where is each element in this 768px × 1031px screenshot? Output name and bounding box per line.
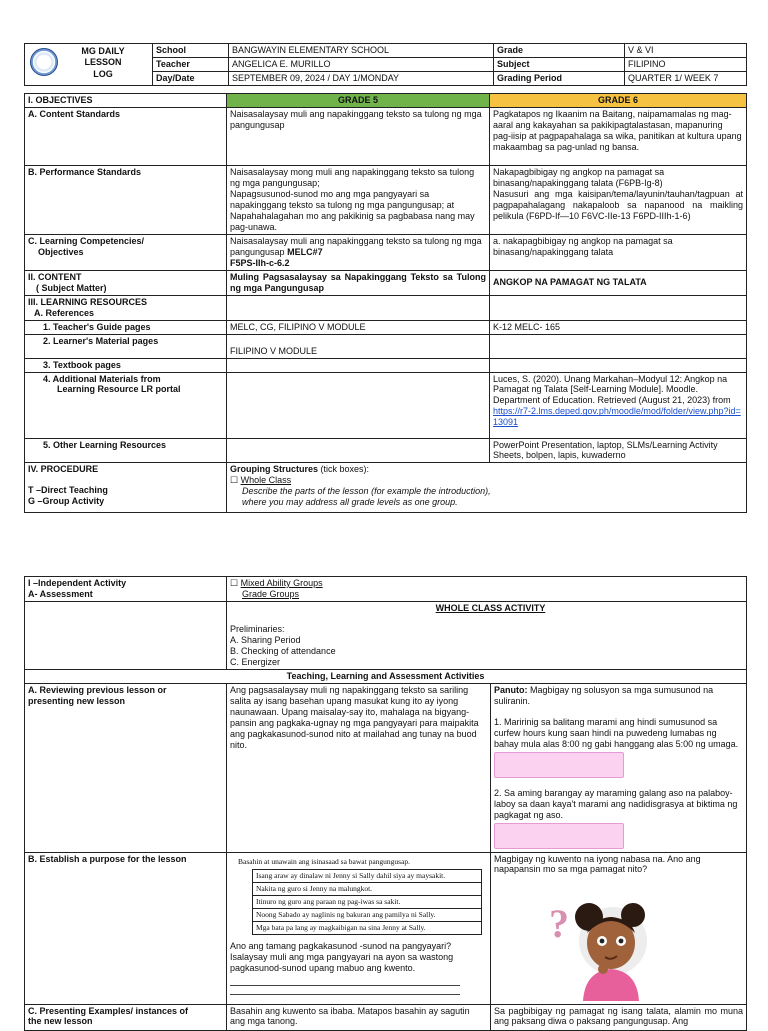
presenting-label: C. Presenting Examples/ instances of the new lesson xyxy=(25,1004,227,1030)
deped-seal-icon xyxy=(30,48,58,76)
lm-pages-g5: FILIPINO V MODULE xyxy=(227,334,490,358)
competencies-g5: Naisasalaysay muli ang napakinggang teksto sa tulong ng mga pangungusap MELC#7 F5PS-IIh-c-6.2 xyxy=(227,234,490,270)
daydate-value: SEPTEMBER 09, 2024 / DAY 1/MONDAY xyxy=(229,71,494,85)
whole-class-left xyxy=(25,601,227,669)
dll-title: MG DAILY LESSON LOG xyxy=(81,46,125,79)
other-resources-label: 5. Other Learning Resources xyxy=(25,438,227,463)
procedure-body: Grouping Structures (tick boxes): ☐ Whole Class Describe the parts of the lesson (for example the introduction), where you may address all grade levels as one group. xyxy=(227,463,747,513)
grade5-header: GRADE 5 xyxy=(227,94,490,108)
school-label: School xyxy=(153,44,229,58)
competencies-label: C. Learning Competencies/ Objectives xyxy=(25,234,227,270)
grade-value: V & VI xyxy=(625,44,747,58)
tla-heading: Teaching, Learning and Assessment Activities xyxy=(25,669,747,683)
content-g5: Muling Pagsasalaysay sa Napakinggang Teksto sa Tulong ng mga Pangungusap xyxy=(227,270,490,295)
grade6-header: GRADE 6 xyxy=(490,94,747,108)
grading-period-value: QUARTER 1/ WEEK 7 xyxy=(625,71,747,85)
purpose-g6: Magbigay ng kuwento na iyong nabasa na. Ano ang napapansin mo sa mga pamagat nito? ? xyxy=(491,852,747,1004)
content-g6: ANGKOP NA PAMAGAT NG TALATA xyxy=(490,270,747,295)
whole-class-activity: WHOLE CLASS ACTIVITY Preliminaries: A. Sharing Period B. Checking of attendance C. Energizer xyxy=(227,601,747,669)
ia-legend: I –Independent Activity A- Assessment xyxy=(25,577,227,602)
procedure-label: IV. PROCEDURE T –Direct Teaching G –Group Activity xyxy=(25,463,227,513)
lm-pages-g6 xyxy=(490,334,747,358)
content-standards-label: A. Content Standards xyxy=(25,107,227,165)
grading-period-label: Grading Period xyxy=(494,71,625,85)
competencies-g6: a. nakapagbibigay ng angkop na pamagat sa binasang/napakinggang talata xyxy=(490,234,747,270)
lms-link[interactable]: https://r7-2.lms.deped.gov.ph/moodle/mod/folder/view.php?id=13091 xyxy=(493,406,741,428)
teacher-value: ANGELICA E. MURILLO xyxy=(229,57,494,71)
presenting-g5: Basahin ang kuwento sa ibaba. Matapos basahin ay sagutin ang mga tanong. xyxy=(227,1004,491,1030)
thinking-girl-icon xyxy=(541,889,651,1001)
content-label: II. CONTENT ( Subject Matter) xyxy=(25,270,227,295)
header-logo-cell xyxy=(25,44,153,86)
content-standards-g5: Naisasalaysay muli ang napakinggang teksto sa tulong ng mga pangungusap xyxy=(227,107,490,165)
learning-resources-label: III. LEARNING RESOURCES A. References xyxy=(25,295,227,320)
tg-pages-g6: K-12 MELC- 165 xyxy=(490,320,747,334)
review-g6: Panuto: Magbigay ng solusyon sa mga sumusunod na suliranin. 1. Maririnig sa balitang marami ang hindi sumusunod sa curfew hours kung saan hindi na puwedeng lumabas ng bahay mula alas 8:00 ng gabi hanggang alas 5:00 ng umaga. 2. Sa aming barangay ay maraming galang aso na palaboy- laboy sa daan kaya't marami ang nadidisgrasya at biktima ng pagkagat ng aso. xyxy=(491,683,747,852)
textbook-g5 xyxy=(227,358,490,372)
presenting-g6: Sa pagbibigay ng pamagat ng isang talata, alamin mo muna ang paksang diwa o paksang pangungusap. Ang xyxy=(491,1004,747,1030)
review-g5: Ang pagsasalaysay muli ng napakinggang teksto sa sariling salita ay isang basehan upang masukat kung ito ay iyong naunawaan. Upang maisalay-say ito, mahalaga na bigyang-pansin ang pagkaka-ugnay ng mga pangyayari para maipakita ang pagkakasunod-sunod nito at mailahad ang tunay na buod nito. xyxy=(227,683,491,852)
daydate-label: Day/Date xyxy=(153,71,229,85)
learning-resources-g5 xyxy=(227,295,490,320)
subject-value: FILIPINO xyxy=(625,57,747,71)
school-value: BANGWAYIN ELEMENTARY SCHOOL xyxy=(229,44,494,58)
performance-standards-label: B. Performance Standards xyxy=(25,165,227,234)
performance-standards-g6: Nakapagbibigay ng angkop na pamagat sa binasang/napakinggang talata (F6PB-Ig-8) Nasusuri ang mga kaisipan/tema/layunin/tauhan/tagpuan at pagpapahalagang nakapaloob sa napanood na maikling pelikula (F6PD-If—10 F6VC-IIe-13 F6PD-IIIh-1-6) xyxy=(490,165,747,234)
learning-resources-g6 xyxy=(490,295,747,320)
tg-pages-g5: MELC, CG, FILIPINO V MODULE xyxy=(227,320,490,334)
teacher-label: Teacher xyxy=(153,57,229,71)
performance-standards-g5: Naisasalaysay mong muli ang napakinggang teksto sa tulong ng mga pangungusap; Napagsusunod-sunod mo ang mga pangyayari sa napakinggang teksto sa tulong ng mga pangungusap; at Napahahalagahan mo ang pakikinig sa pagbabasa nang may pag-unawa. xyxy=(227,165,490,234)
other-resources-g5 xyxy=(227,438,490,463)
mixed-groups-checkbox[interactable]: ☐ xyxy=(230,578,239,588)
answer-box-2[interactable] xyxy=(494,823,624,849)
whole-class-checkbox[interactable]: ☐ xyxy=(230,475,239,486)
grade-label: Grade xyxy=(494,44,625,58)
subject-label: Subject xyxy=(494,57,625,71)
svg-text:?: ? xyxy=(549,900,569,946)
content-standards-g6: Pagkatapos ng Ikaanim na Baitang, naipamamalas ng mag-aaral ang kakayahan sa pakikipagtalastasan, mapanuring pag-iisip at pagpapahalaga sa wika, panitikan at kultura upang makaambag sa pag-unlad ng bansa. xyxy=(490,107,747,165)
textbook-label: 3. Textbook pages xyxy=(25,358,227,372)
review-label: A. Reviewing previous lesson or presenting new lesson xyxy=(25,683,227,852)
answer-line-1[interactable] xyxy=(230,977,460,986)
purpose-label: B. Establish a purpose for the lesson xyxy=(25,852,227,1004)
answer-line-2[interactable] xyxy=(230,986,460,995)
purpose-g5: Basahin at unawain ang isinasaad sa bawat pangungusap. Isang araw ay dinalaw ni Jenny si Sally dahil siya ay maysakit. Nakita ng guro si Jenny na malungkot. Itinuro ng guro ang paraan ng pag-iwas sa sakit. Noong Sabado ay naglinis ng bakuran ang pamilya ni Sally. Mga bata pa lang ay magkaibigan na sina Jenny at Sally. Ano ang tamang pagkakasunod -sunod na pangyayari? Isalaysay muli ang mga pangyayari na ayon sa wastong pagkasunod-sunod upang mabuo ang kwento. xyxy=(227,852,491,1004)
additional-g5 xyxy=(227,372,490,438)
other-resources-g6: PowerPoint Presentation, laptop, SLMs/Learning Activity Sheets, bolpen, lapis, kuwaderno xyxy=(490,438,747,463)
sentence-list-table: Isang araw ay dinalaw ni Jenny si Sally dahil siya ay maysakit. Nakita ng guro si Jenny na malungkot. Itinuro ng guro ang paraan ng pag-iwas sa sakit. Noong Sabado ay naglinis ng bakuran ang pamilya ni Sally. Mga bata pa lang ay magkaibigan na sina Jenny at Sally. xyxy=(252,869,482,935)
additional-g6: Luces, S. (2020). Unang Markahan–Modyul 12: Angkop na Pamagat ng Talata [Self-Learning Module]. Moodle. Department of Education. Retrieved (August 21, 2023) from https://r7-2.lms.deped.gov.ph/moodle/mod/folder/view.php?id=13091 xyxy=(490,372,747,438)
grouping-options: ☐ Mixed Ability Groups Grade Groups xyxy=(227,577,747,602)
additional-label: 4. Additional Materials from Learning Resource LR portal xyxy=(25,372,227,438)
objectives-table xyxy=(24,93,747,513)
objectives-heading: I. OBJECTIVES xyxy=(25,94,227,108)
lm-pages-label: 2. Learner's Material pages xyxy=(25,334,227,358)
textbook-g6 xyxy=(490,358,747,372)
tg-pages-label: 1. Teacher's Guide pages xyxy=(25,320,227,334)
header-table xyxy=(24,43,747,86)
activities-table xyxy=(24,576,747,1031)
answer-box-1[interactable] xyxy=(494,752,624,778)
